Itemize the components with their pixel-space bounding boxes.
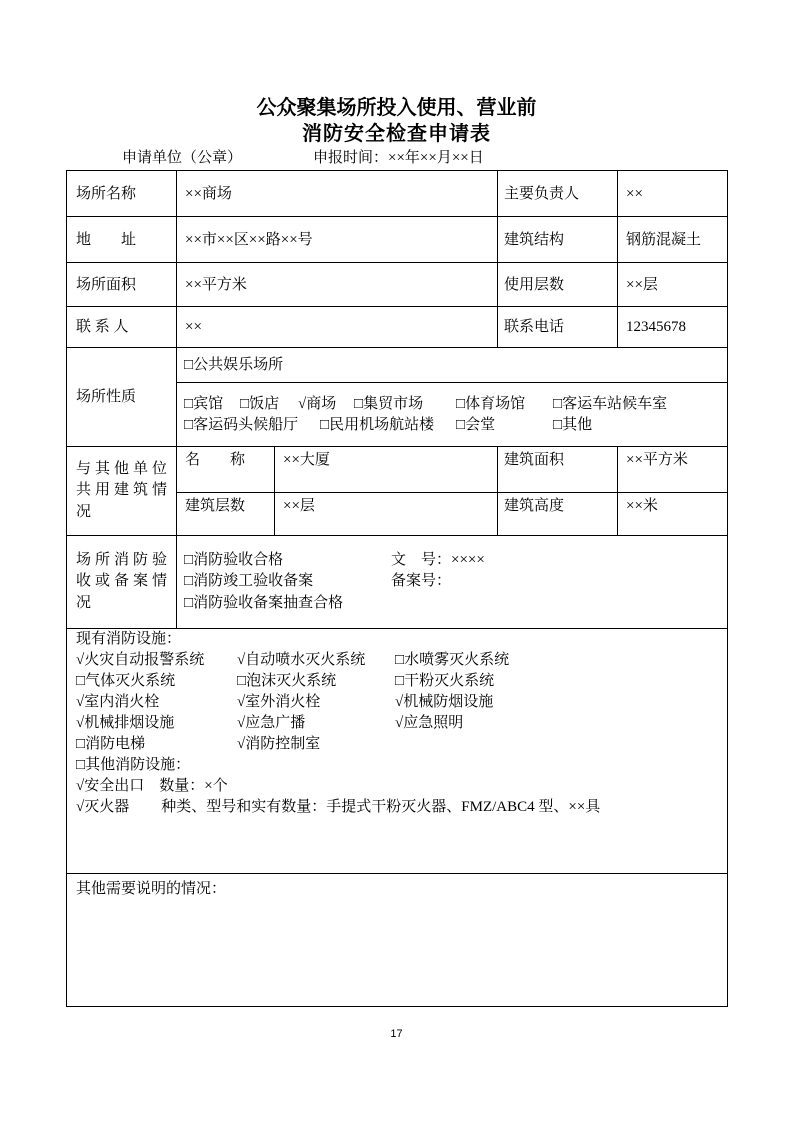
facility-fire-alarm-system xyxy=(76,650,237,671)
checkbox-mark: □ xyxy=(184,551,194,568)
option-restaurant xyxy=(240,394,298,415)
count-value: ×个 xyxy=(204,778,228,794)
option-label: 公共娱乐场所 xyxy=(193,357,284,373)
facility-smoke-prevention xyxy=(395,692,493,713)
facilities-row xyxy=(76,734,395,755)
facility-label: 应急照明 xyxy=(403,715,464,731)
facility-fire-elevator xyxy=(76,734,237,755)
application-form-table xyxy=(66,170,728,1007)
checkbox-mark: □ xyxy=(184,416,194,433)
principal-label: 主要负责人 xyxy=(497,170,618,217)
facility-other xyxy=(76,755,190,776)
facilities-row xyxy=(76,650,509,671)
option-ferry-terminal xyxy=(184,415,320,436)
checkbox-mark: √ xyxy=(76,694,85,710)
shared-building-name-label: 名 称 xyxy=(176,446,275,493)
facility-label: 气体灭火系统 xyxy=(85,673,176,689)
option-mall xyxy=(298,394,354,415)
floors-used-label: 使用层数 xyxy=(497,262,618,307)
facility-label: 其他消防设施： xyxy=(85,757,191,773)
building-structure-label: 建筑结构 xyxy=(497,216,618,263)
facilities-heading: 现有消防设施： xyxy=(76,631,182,647)
building-floors-value: ××层 xyxy=(274,492,498,536)
facilities-row xyxy=(76,713,463,734)
building-height-value: ××米 xyxy=(617,492,728,536)
checkbox-mark: √ xyxy=(395,694,404,710)
facility-dry-powder-extinguishing xyxy=(395,671,494,692)
facility-label: 泡沫灭火系统 xyxy=(246,673,337,689)
other-notes-cell xyxy=(66,873,728,1007)
facility-label: 干粉灭火系统 xyxy=(404,673,495,689)
facility-fire-control-room xyxy=(237,734,395,755)
building-area-label: 建筑面积 xyxy=(497,446,618,493)
facility-gas-extinguishing xyxy=(76,671,237,692)
venue-name-label: 场所名称 xyxy=(66,170,177,217)
acceptance-content-cell xyxy=(176,535,728,629)
venue-type-entertainment-cell xyxy=(176,347,728,383)
facility-safety-exits xyxy=(76,776,228,797)
venue-type-options-line1 xyxy=(184,394,667,415)
venue-name-value: ××商场 xyxy=(176,170,498,217)
floors-used-value: ××层 xyxy=(617,262,728,307)
checkbox-mark: □ xyxy=(184,594,194,611)
acceptance-label-cell xyxy=(66,535,177,629)
facility-indoor-hydrant xyxy=(76,692,237,713)
venue-type-options-line2 xyxy=(184,415,592,436)
building-floors-label: 建筑层数 xyxy=(176,492,275,536)
acceptance-label: 场所消防验收或备案情况 xyxy=(76,551,170,611)
filing-number-label: 备案号： xyxy=(391,573,452,590)
checkbox-mark: □ xyxy=(184,395,194,412)
acceptance-line1 xyxy=(184,550,485,572)
checkbox-mark: √ xyxy=(76,778,85,794)
option-label: 客运码头候船厅 xyxy=(193,416,299,433)
document-number-label: 文 号： xyxy=(391,551,452,568)
count-label: 数量： xyxy=(159,778,205,794)
checkbox-mark: √ xyxy=(237,715,246,731)
form-title xyxy=(0,95,793,147)
facility-label: 消防电梯 xyxy=(85,736,146,752)
facility-label: 灭火器 xyxy=(84,799,130,815)
option-airport-terminal xyxy=(320,415,456,436)
option-label: 消防竣工验收备案 xyxy=(193,573,314,590)
option-label: 宾馆 xyxy=(193,395,224,412)
checkbox-mark: □ xyxy=(553,395,563,412)
address-label: 地 址 xyxy=(66,216,177,263)
checkbox-mark: □ xyxy=(237,673,247,689)
checkbox-mark: □ xyxy=(76,673,86,689)
facility-label: 自动喷水灭火系统 xyxy=(245,652,366,668)
option-hotel xyxy=(184,394,240,415)
applicant-unit-label: 申请单位（公章） xyxy=(122,150,243,166)
checkbox-mark: □ xyxy=(395,673,405,689)
checkbox-mark: √ xyxy=(395,715,404,731)
venue-type-label: 场所性质 xyxy=(66,347,177,447)
facility-label: 机械防烟设施 xyxy=(403,694,494,710)
form-title-line2: 消防安全检查申请表 xyxy=(302,123,491,145)
option-label: 体育场馆 xyxy=(465,395,526,412)
checkbox-mark: √ xyxy=(76,652,85,668)
checkbox-mark: □ xyxy=(240,395,250,412)
detail-value: 手提式干粉灭火器、FMZ/ABC4 型、××具 xyxy=(326,799,601,815)
facility-smoke-exhaust xyxy=(76,713,237,734)
detail-label: 种类、型号和实有数量： xyxy=(161,799,327,815)
checkbox-mark: √ xyxy=(76,799,85,815)
acceptance-line2 xyxy=(184,571,451,593)
facilities-cell xyxy=(66,628,728,874)
shared-building-label: 与其他单位共用建筑情况 xyxy=(76,460,170,520)
checkbox-mark: □ xyxy=(184,573,194,590)
document-number-value: ×××× xyxy=(451,551,485,568)
option-stadium xyxy=(456,394,553,415)
facility-label: 室外消火栓 xyxy=(245,694,321,710)
option-label: 民用机场航站楼 xyxy=(329,416,435,433)
contact-person-label: 联 系 人 xyxy=(66,306,177,348)
option-label: 客运车站候车室 xyxy=(562,395,668,412)
acceptance-line3 xyxy=(184,593,343,615)
facility-emergency-lighting xyxy=(395,713,463,734)
building-area-value: ××平方米 xyxy=(617,446,728,493)
option-hall xyxy=(456,415,553,436)
venue-type-options-cell xyxy=(176,382,728,447)
facility-label: 安全出口 xyxy=(84,778,145,794)
building-height-label: 建筑高度 xyxy=(497,492,618,536)
option-acceptance-passed xyxy=(184,550,391,572)
checkbox-mark: √ xyxy=(237,736,246,752)
checkbox-mark: □ xyxy=(76,757,86,773)
safety-exits-count xyxy=(159,776,227,797)
facility-label: 火灾自动报警系统 xyxy=(84,652,205,668)
facilities-row xyxy=(76,692,493,713)
extinguishers-item xyxy=(76,797,129,818)
page-number: 17 xyxy=(390,1028,403,1040)
form-title-line1: 公众聚集场所投入使用、营业前 xyxy=(256,97,537,119)
facility-other-item xyxy=(76,755,190,776)
application-date: 申报时间：××年××月××日 xyxy=(313,150,484,166)
extinguishers-detail xyxy=(161,797,600,818)
option-other xyxy=(553,415,592,436)
contact-person-value: ×× xyxy=(176,306,498,348)
checkbox-mark: □ xyxy=(456,395,466,412)
option-label: 集贸市场 xyxy=(363,395,424,412)
checkbox-mark: √ xyxy=(237,694,246,710)
option-public-entertainment xyxy=(184,355,283,375)
facility-label: 机械排烟设施 xyxy=(84,715,175,731)
checkbox-mark: □ xyxy=(553,416,563,433)
checkbox-mark: √ xyxy=(298,395,307,412)
facility-water-spray-system xyxy=(395,650,509,671)
checkbox-mark: □ xyxy=(456,416,466,433)
checkbox-mark: □ xyxy=(395,652,405,668)
safety-exits-item xyxy=(76,776,144,797)
document-number xyxy=(391,550,485,572)
facility-extinguishers xyxy=(76,797,600,818)
checkbox-mark: □ xyxy=(184,357,194,373)
option-spot-check-passed xyxy=(184,593,343,615)
checkbox-mark: □ xyxy=(76,736,86,752)
facility-label: 水喷雾灭火系统 xyxy=(404,652,510,668)
facility-label: 消防控制室 xyxy=(245,736,321,752)
principal-value: ×× xyxy=(617,170,728,217)
facility-outdoor-hydrant xyxy=(237,692,395,713)
facility-emergency-broadcast xyxy=(237,713,395,734)
facility-label: 应急广播 xyxy=(245,715,306,731)
venue-area-label: 场所面积 xyxy=(66,262,177,307)
contact-phone-label: 联系电话 xyxy=(497,306,618,348)
checkbox-mark: □ xyxy=(354,395,364,412)
checkbox-mark: √ xyxy=(76,715,85,731)
facility-label: 室内消火栓 xyxy=(84,694,160,710)
facility-sprinkler-system xyxy=(237,650,395,671)
venue-area-value: ××平方米 xyxy=(176,262,498,307)
contact-phone-value: 12345678 xyxy=(617,306,728,348)
facilities-row xyxy=(76,671,494,692)
building-structure-value: 钢筋混凝土 xyxy=(617,216,728,263)
option-completion-filing xyxy=(184,571,391,593)
option-label: 会堂 xyxy=(465,416,496,433)
option-bus-station-waiting-room xyxy=(553,394,667,415)
option-market xyxy=(354,394,456,415)
shared-building-label-cell xyxy=(66,446,177,536)
option-label: 消防验收合格 xyxy=(193,551,284,568)
address-value: ××市××区××路××号 xyxy=(176,216,498,263)
option-label: 饭店 xyxy=(249,395,280,412)
option-label: 商场 xyxy=(306,395,337,412)
other-notes-label: 其他需要说明的情况： xyxy=(76,881,227,897)
checkbox-mark: √ xyxy=(237,652,246,668)
facility-foam-extinguishing xyxy=(237,671,395,692)
option-label: 其他 xyxy=(562,416,593,433)
checkbox-mark: □ xyxy=(320,416,330,433)
option-label: 消防验收备案抽查合格 xyxy=(193,594,344,611)
shared-building-name-value: ××大厦 xyxy=(274,446,498,493)
